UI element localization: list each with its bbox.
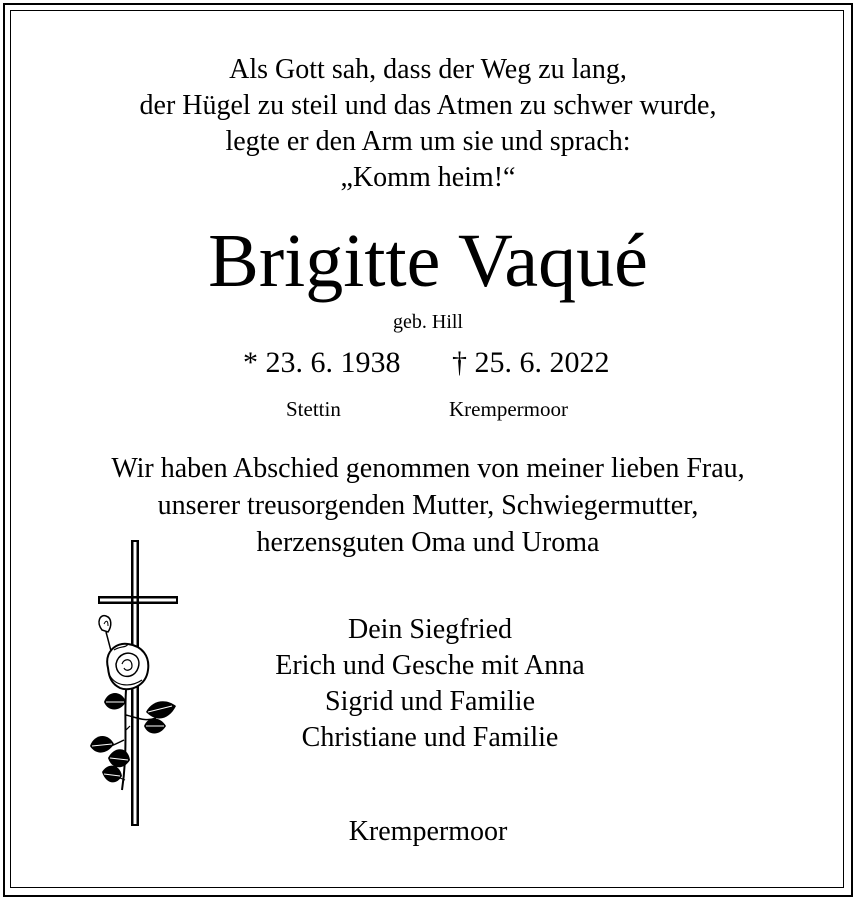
farewell-line-3: herzensguten Oma und Uroma	[256, 527, 600, 558]
mourner-line: Erich und Gesche mit Anna	[275, 650, 585, 681]
mourner-line: Christiane und Familie	[301, 722, 559, 753]
maiden-name: geb. Hill	[393, 311, 463, 333]
deceased-name: Brigitte Vaqué	[208, 219, 648, 303]
farewell-line-1: Wir haben Abschied genommen von meiner lieben Frau,	[111, 453, 745, 484]
poem-line-1: Als Gott sah, dass der Weg zu lang,	[229, 54, 627, 85]
mourner-line: Dein Siegfried	[347, 614, 513, 645]
poem-line-2: der Hügel zu steil und das Atmen zu schwer wurde,	[139, 90, 717, 121]
birth-date: * 23. 6. 1938	[243, 346, 401, 379]
poem-line-3: legte er den Arm um sie und sprach:	[225, 126, 631, 157]
cross-with-rose-icon	[86, 540, 196, 830]
birth-place: Stettin	[286, 397, 341, 421]
death-date: † 25. 6. 2022	[452, 346, 610, 379]
farewell-line-2: unserer treusorgenden Mutter, Schwiegermutter,	[157, 490, 699, 521]
poem-line-4: „Komm heim!“	[340, 162, 516, 193]
death-place: Krempermoor	[449, 397, 568, 421]
mourner-line: Sigrid und Familie	[325, 686, 535, 717]
location: Krempermoor	[348, 816, 508, 847]
